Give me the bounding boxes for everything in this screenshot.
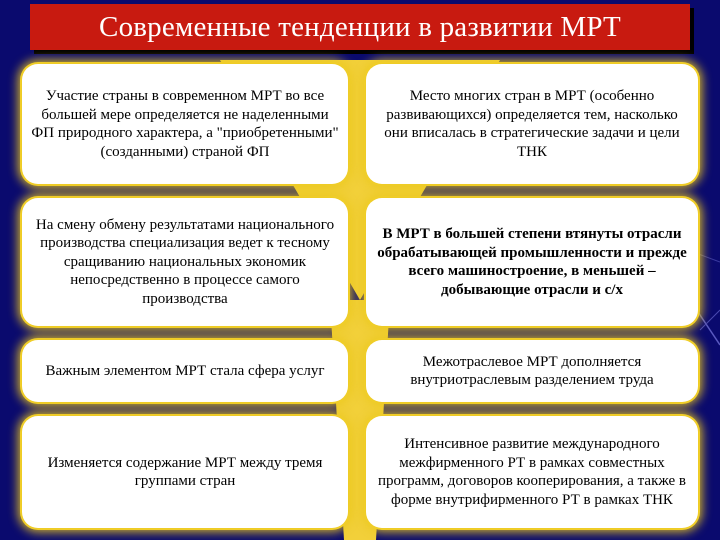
slide-title: Современные тенденции в развитии МРТ	[99, 10, 621, 43]
cell-r2-left	[22, 198, 348, 326]
cell-r1-left	[22, 64, 348, 184]
cell-r2-left-text: На смену обмену результатами национального производства специализация ведет к тесному сращиванию национальных экономик непосредственно в процессе самого производства	[35, 216, 335, 307]
cell-r4-left-text: Изменяется содержание МРТ между тремя группами стран	[47, 454, 323, 489]
cell-r3-right	[366, 340, 698, 402]
cell-r4-right-text: Интенсивное развитие международного межфирменного РТ в рамках совместных программ, договоров кооперирования, а также в форме внутрифирменного РТ в рамках ТНК	[377, 436, 687, 508]
cell-r2-right-text: В МРТ в большей степени втянуты отрасли обрабатывающей промышленности и прежде всего машиностроение, в меньшей – добывающие отрасли и с/х	[377, 226, 687, 298]
cell-r3-right-text: Межотраслевое МРТ дополняется внутриотраслевым разделением труда	[410, 353, 654, 388]
cell-r3-left-text: Важным элементом МРТ стала сфера услуг	[45, 362, 325, 379]
cell-r1-left-text: Участие страны в современном МРТ во все большей мере определяется не наделенными ФП природного характера, а "приобретенными" (созданными) страной ФП	[31, 88, 339, 160]
cell-r1-right-text: Место многих стран в МРТ (особенно развивающихся) определяется тем, насколько они вписалась в стратегические задачи и цели ТНК	[384, 88, 680, 160]
title-bar	[30, 4, 690, 50]
cell-r4-right	[366, 416, 698, 528]
cell-r3-left	[22, 340, 348, 402]
cell-r2-right	[366, 198, 698, 326]
cell-r4-left	[22, 416, 348, 528]
cell-r1-right	[366, 64, 698, 184]
